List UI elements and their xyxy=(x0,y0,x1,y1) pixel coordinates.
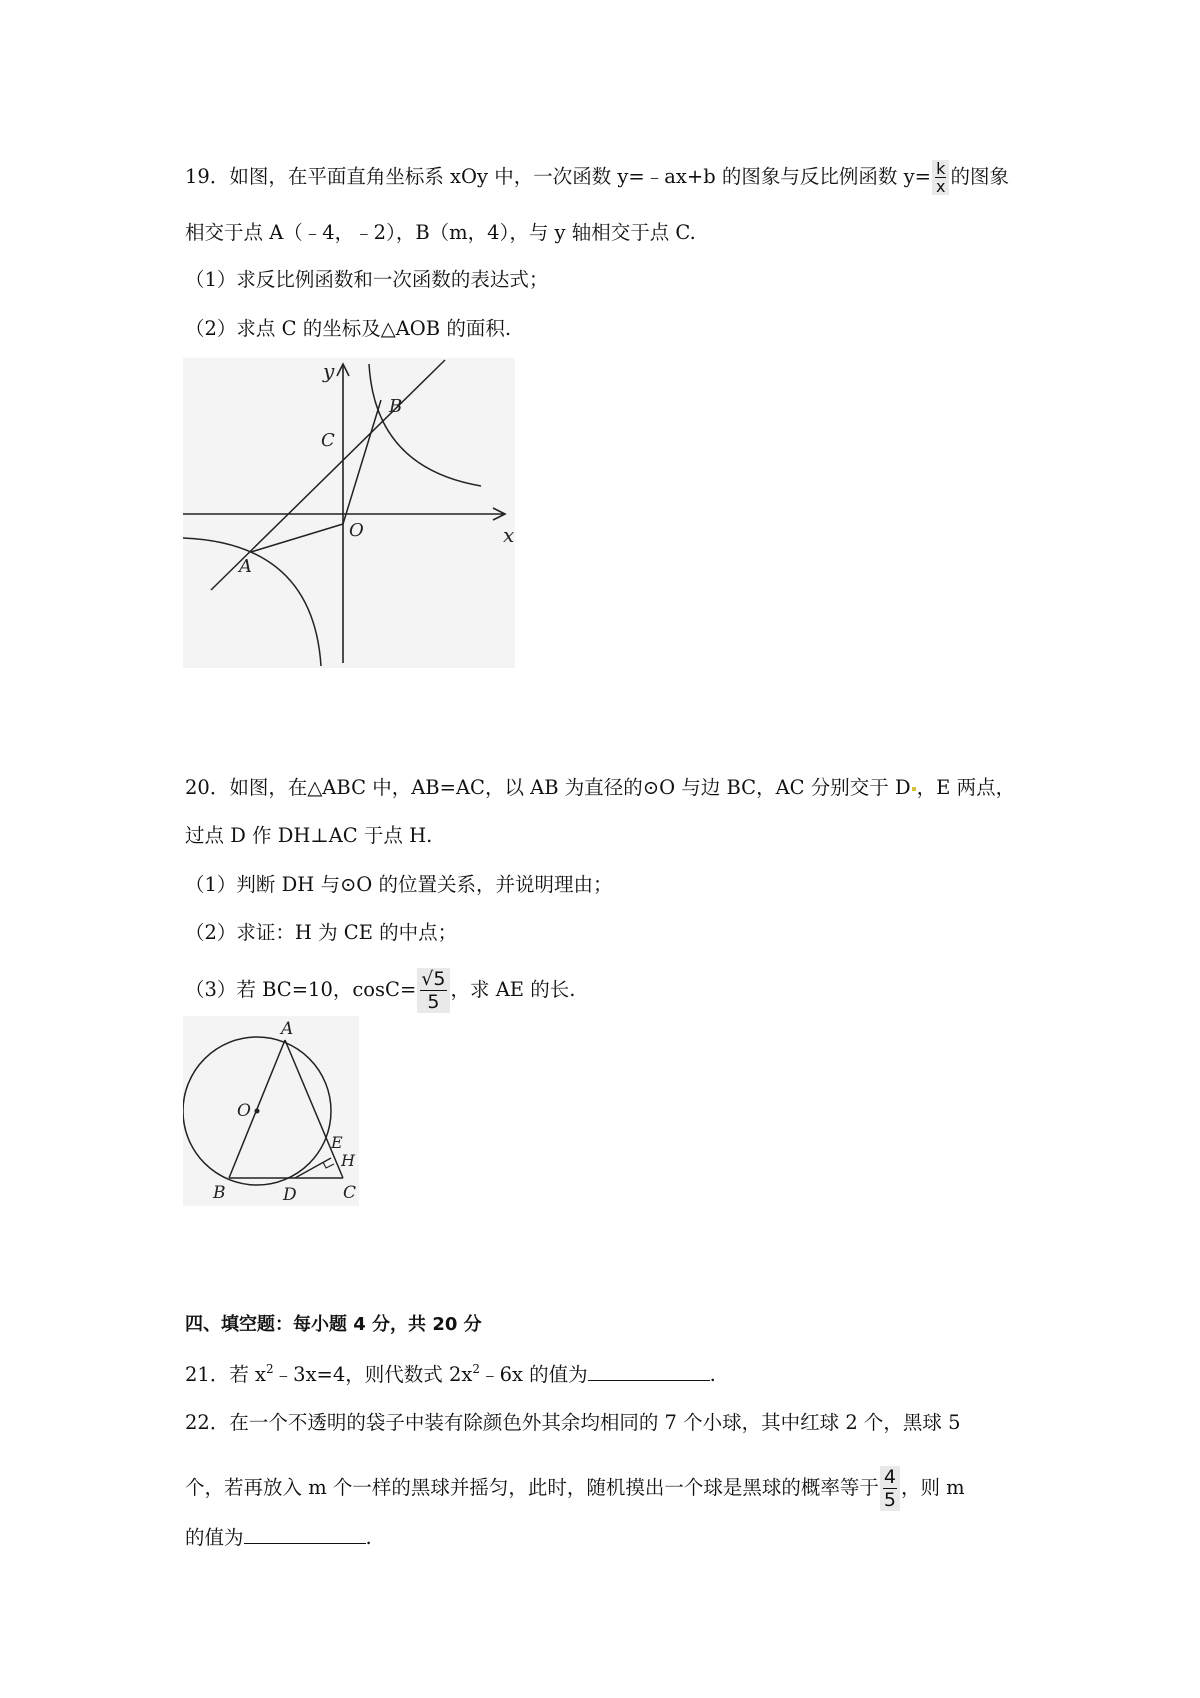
q19-line1: 19．如图，在平面直角坐标系 xOy 中，一次函数 y=﹣ax+b 的图象与反比例函数 y= $\frac{k}{x}$ 的图象 xyxy=(185,159,1009,196)
x-axis-label: x xyxy=(503,523,515,547)
label-b: B xyxy=(213,1183,226,1203)
q22-line1: 22．在一个不透明的袋子中装有除颜色外其余均相同的 7 个小球，其中红球 2 个，黑球 5 xyxy=(185,1411,961,1434)
q20-circle-figure xyxy=(183,1016,359,1206)
point-a-label: A xyxy=(239,556,252,577)
label-c: C xyxy=(343,1183,357,1203)
fraction-k-over-x: $\frac{k}{x}$ xyxy=(932,160,949,195)
q20-part1: （1）判断 DH 与⊙O 的位置关系，并说明理由； xyxy=(185,873,613,896)
q19-part2: （2）求点 C 的坐标及△AOB 的面积. xyxy=(185,317,512,340)
answer-blank[interactable] xyxy=(588,1360,710,1381)
q22-line3: 的值为 . xyxy=(185,1523,372,1552)
q20-line2: 过点 D 作 DH⊥AC 于点 H. xyxy=(185,824,433,847)
q21: 21．若 $x^2﹣3x=4$，则代数式 $2x^2﹣6x$ 的值为 . xyxy=(185,1362,716,1386)
q19-part1: （1）求反比例函数和一次函数的表达式； xyxy=(185,268,549,291)
q22-line2: 个，若再放入 m 个一样的黑球并摇匀，此时，随机摸出一个球是黑球的概率等于 $\frac{4}{5}$ ，则 m xyxy=(185,1466,965,1511)
label-o: O xyxy=(237,1101,251,1121)
label-e: E xyxy=(331,1133,343,1152)
q19-line2: 相交于点 A（﹣4，﹣2），B（m，4），与 y 轴相交于点 C. xyxy=(185,221,696,244)
fraction-4-over-5: $\frac{4}{5}$ xyxy=(880,1466,900,1511)
label-d: D xyxy=(283,1185,297,1205)
answer-blank[interactable] xyxy=(244,1523,366,1544)
label-h: H xyxy=(341,1151,355,1170)
q20-part3: （3）若 BC=10，cosC= $\frac{√5}{5}$ ，求 AE 的长. xyxy=(185,968,576,1013)
y-axis-label: y xyxy=(323,359,335,383)
point-b-label: B xyxy=(389,396,403,417)
center-dot xyxy=(255,1109,260,1114)
fraction-sqrt5-over-5: $\frac{√5}{5}$ xyxy=(417,968,449,1013)
origin-label: O xyxy=(349,520,364,541)
point-c-label: C xyxy=(321,430,335,451)
q19-text: 19．如图，在平面直角坐标系 xOy 中，一次函数 y=﹣ax+b 的图象与反比例函数 y= xyxy=(185,165,931,188)
q20-part2: （2）求证：H 为 CE 的中点； xyxy=(185,921,458,944)
label-a: A xyxy=(281,1019,294,1039)
stray-mark xyxy=(912,787,916,791)
q19-coordinate-figure xyxy=(183,358,515,668)
section-heading: 四、填空题：每小题 4 分，共 20 分 xyxy=(185,1314,482,1335)
q20-line1: 20．如图，在△ABC 中，AB=AC，以 AB 为直径的⊙O 与边 BC，AC 分别交于 D ，E 两点， xyxy=(185,776,1016,799)
